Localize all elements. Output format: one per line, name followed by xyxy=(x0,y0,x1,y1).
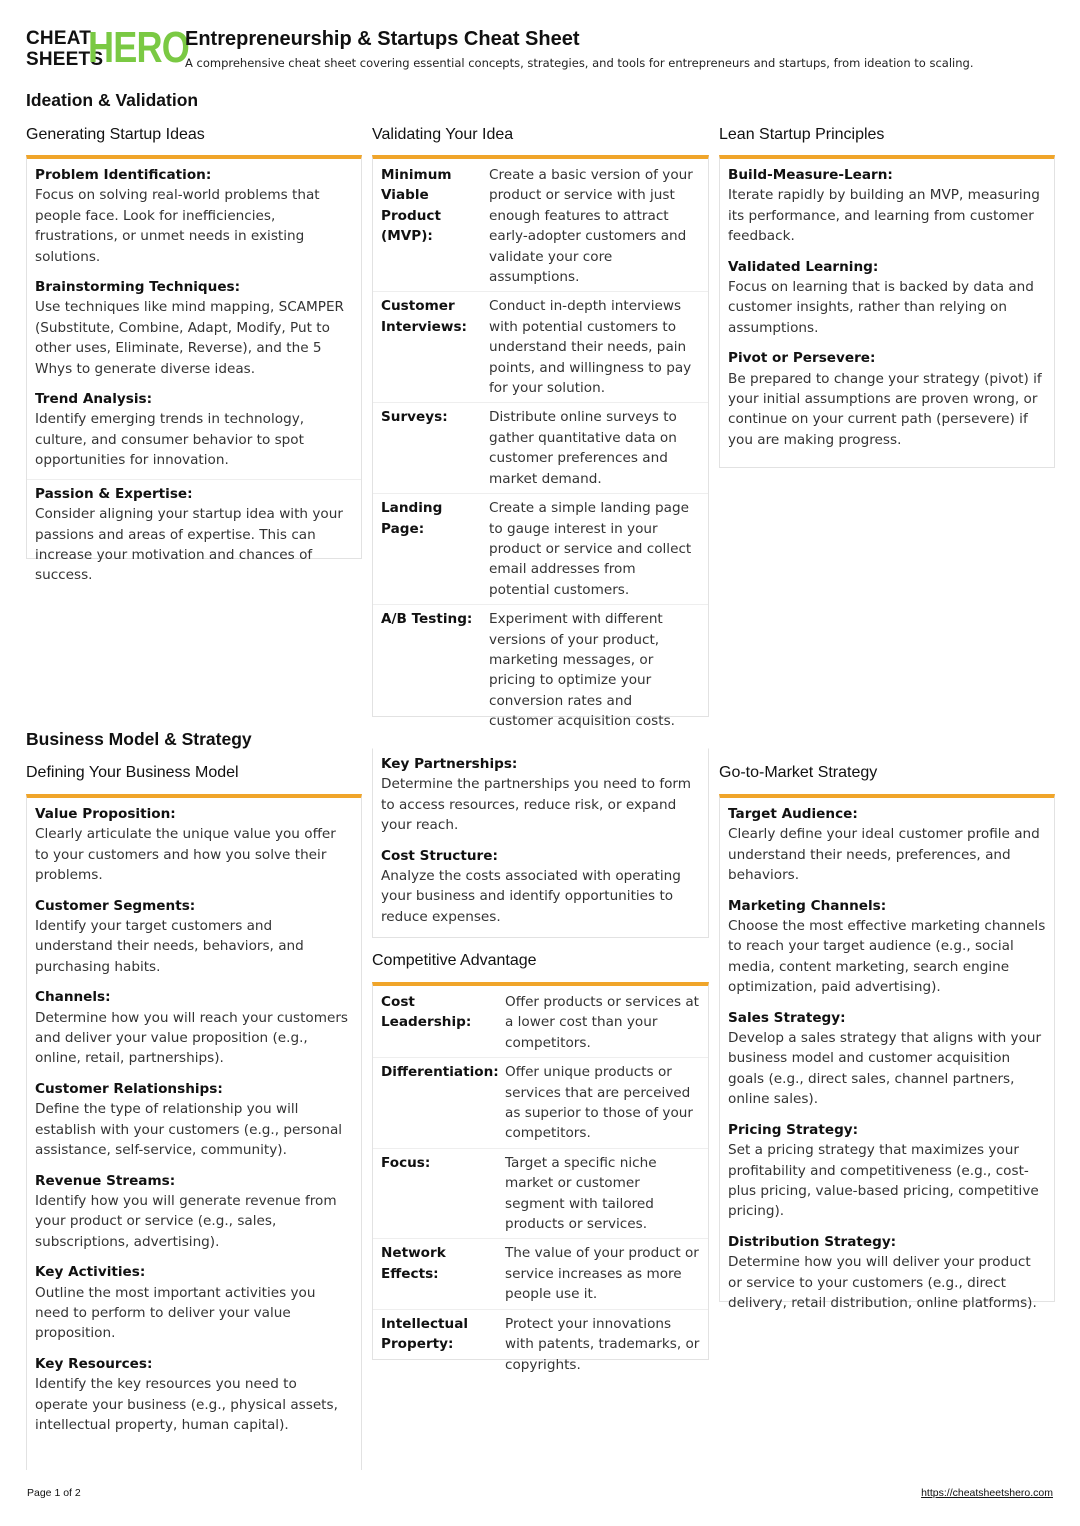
section-title-ideation: Ideation & Validation xyxy=(26,90,199,110)
list-item xyxy=(373,749,708,935)
item-text: Clearly define your ideal customer profile and understand their needs, preferences, and behaviors. xyxy=(728,826,1040,884)
item-text: Use techniques like mind mapping, SCAMPER (Substitute, Combine, Adapt, Modify, Put to other uses, Eliminate, Reverse), and the 5 Whys to generate diverse ideas. xyxy=(35,299,344,377)
row-key: A/B Testing: xyxy=(381,611,473,628)
row-key: Customer Interviews: xyxy=(381,298,467,335)
page-subtitle: A comprehensive cheat sheet covering essential concepts, strategies, and tools for entrepreneurs and startups, from ideation to scaling. xyxy=(185,56,974,70)
logo-line-2: SHEETS xyxy=(26,49,104,70)
card-generating-ideas xyxy=(26,155,362,584)
item-text: Develop a sales strategy that aligns with your business model and customer acquisition goals (e.g., direct sales, channel partners, online sales). xyxy=(728,1030,1042,1108)
item-text: Determine how you will deliver your product or service to your customers (e.g., direct delivery, retail distribution, online platforms). xyxy=(728,1254,1037,1311)
item-label: Key Activities: xyxy=(35,1264,146,1281)
item-text: Identify your target customers and understand their needs, behaviors, and purchasing habits. xyxy=(35,918,304,975)
item-text: Identify the key resources you need to operate your business (e.g., physical assets, intellectual property, human capital). xyxy=(35,1376,338,1433)
item-label: Revenue Streams: xyxy=(35,1172,176,1189)
item-label: Key Resources: xyxy=(35,1355,153,1372)
card-title-gtm: Go-to-Market Strategy xyxy=(719,764,878,781)
item-text: Identify how you will generate revenue from your product or service (e.g., sales, subscriptions, advertising). xyxy=(35,1192,337,1250)
item-text: Set a pricing strategy that maximizes your profitability and competitiveness (e.g., cost-plus pricing, value-based pricing, competitive pricing). xyxy=(728,1142,1039,1220)
list-item xyxy=(720,159,1054,458)
card-business-model-continued xyxy=(372,748,709,938)
row-key: Landing Page: xyxy=(381,500,443,537)
item-text: Outline the most important activities you need to perform to deliver your value proposition. xyxy=(35,1284,316,1342)
card-title-lean: Lean Startup Principles xyxy=(719,126,885,143)
item-text: Determine the partnerships you need to form to access resources, reduce risk, or expand your reach. xyxy=(381,776,692,834)
footer-link[interactable]: https://cheatsheetshero.com xyxy=(921,1487,1053,1499)
item-text: Focus on solving real-world problems that people face. Look for inefficiencies, frustrations, or unmet needs in existing solutions. xyxy=(35,187,320,265)
logo-line-1: CHEAT xyxy=(26,28,92,49)
item-label: Build-Measure-Learn: xyxy=(728,167,893,183)
table-row xyxy=(373,159,708,291)
item-label: Marketing Channels: xyxy=(728,897,887,914)
item-label: Problem Identification: xyxy=(35,167,212,183)
table-row xyxy=(373,402,708,493)
card-business-model xyxy=(26,794,362,1470)
item-label: Channels: xyxy=(35,989,111,1006)
card-title-competitive: Competitive Advantage xyxy=(372,952,537,969)
list-item xyxy=(27,159,361,479)
table-row xyxy=(373,493,708,604)
item-label: Target Audience: xyxy=(728,806,858,822)
page-number: Page 1 of 2 xyxy=(27,1487,81,1499)
table-row xyxy=(373,291,708,402)
page-title: Entrepreneurship & Startups Cheat Sheet xyxy=(185,28,580,50)
item-label: Value Proposition: xyxy=(35,806,176,822)
row-key: Surveys: xyxy=(381,409,448,426)
item-label: Distribution Strategy: xyxy=(728,1233,897,1250)
item-text: Determine how you will reach your customers and deliver your value proposition (e.g., online, retail, partnerships). xyxy=(35,1009,349,1067)
row-value: Offer unique products or services that are perceived as superior to those of your competitors. xyxy=(505,1064,694,1142)
cheatsheetshero-logo[interactable] xyxy=(26,23,189,72)
list-item xyxy=(27,798,361,1443)
row-key: Network Effects: xyxy=(381,1245,446,1282)
card-title-validating: Validating Your Idea xyxy=(372,126,514,143)
item-label: Passion & Expertise: xyxy=(35,485,193,502)
table-row xyxy=(373,1309,708,1379)
item-text: Be prepared to change your strategy (pivot) if your initial assumptions are proven wrong, or continue on your current path (persevere) if you are making progress. xyxy=(728,370,1042,448)
page-header xyxy=(26,23,1056,74)
row-value: Experiment with different versions of your product, marketing messages, or pricing to optimize your conversion rates and customer acquisition costs. xyxy=(489,611,675,730)
logo-hero: HERO xyxy=(88,23,189,72)
item-label: Key Partnerships: xyxy=(381,756,518,772)
item-text: Analyze the costs associated with operating your business and identify opportunities to reduce expenses. xyxy=(381,868,681,925)
item-label: Trend Analysis: xyxy=(35,391,153,408)
row-value: Create a simple landing page to gauge interest in your product or service and collect email addresses from potential customers. xyxy=(489,500,692,598)
list-item xyxy=(27,479,361,594)
table-row xyxy=(373,1238,708,1308)
item-label: Validated Learning: xyxy=(728,258,879,275)
row-key: Cost Leadership: xyxy=(381,994,472,1031)
row-key: Intellectual Property: xyxy=(381,1315,469,1353)
row-value: Conduct in-depth interviews with potential customers to understand their needs, pain points, and willingness to pay for your solution. xyxy=(489,298,692,397)
row-value: Create a basic version of your product or service with just enough features to attract early-adopter customers and validate your core assumptions. xyxy=(489,167,693,286)
item-label: Pivot or Persevere: xyxy=(728,350,876,367)
list-item xyxy=(720,798,1054,1321)
row-key: Minimum Viable Product (MVP): xyxy=(381,167,452,245)
card-title-business-model: Defining Your Business Model xyxy=(26,764,239,781)
card-competitive-advantage xyxy=(372,982,709,1373)
row-key: Focus: xyxy=(381,1154,431,1171)
item-text: Consider aligning your startup idea with your passions and areas of expertise. This can increase your motivation and chances of success. xyxy=(35,506,343,584)
row-value: Protect your innovations with patents, trademarks, or copyrights. xyxy=(505,1315,700,1373)
row-key: Differentiation: xyxy=(381,1064,499,1081)
item-text: Define the type of relationship you will establish with your customers (e.g., personal assistance, self-service, community). xyxy=(35,1101,343,1159)
item-text: Clearly articulate the unique value you offer to your customers and how you solve their problems. xyxy=(35,826,336,884)
item-text: Iterate rapidly by building an MVP, measuring its performance, and learning from customer feedback. xyxy=(728,187,1040,245)
table-row xyxy=(373,604,708,735)
row-value: Distribute online surveys to gather quantitative data on customer preferences and market demand. xyxy=(489,409,677,487)
row-value: The value of your product or service increases as more people use it. xyxy=(505,1245,699,1303)
row-value: Offer products or services at a lower cost than your competitors. xyxy=(505,994,700,1051)
card-validating-idea xyxy=(372,155,709,730)
card-lean-startup xyxy=(719,155,1055,468)
item-label: Brainstorming Techniques: xyxy=(35,279,241,296)
card-title-generating: Generating Startup Ideas xyxy=(26,126,205,143)
item-label: Customer Relationships: xyxy=(35,1080,223,1097)
item-text: Choose the most effective marketing channels to reach your target audience (e.g., social media, content marketing, search engine optimization, paid advertising). xyxy=(728,918,1046,996)
row-value: Target a specific niche market or customer segment with tailored products or services. xyxy=(505,1154,657,1233)
item-label: Cost Structure: xyxy=(381,847,498,864)
item-text: Identify emerging trends in technology, culture, and consumer behavior to spot opportunities for innovation. xyxy=(35,411,305,469)
item-label: Sales Strategy: xyxy=(728,1009,846,1026)
item-label: Pricing Strategy: xyxy=(728,1121,859,1138)
item-text: Focus on learning that is backed by data and customer insights, rather than relying on assumptions. xyxy=(728,279,1034,336)
card-go-to-market xyxy=(719,794,1055,1311)
item-label: Customer Segments: xyxy=(35,897,196,914)
table-row xyxy=(373,1057,708,1148)
section-title-business: Business Model & Strategy xyxy=(26,729,252,749)
table-row xyxy=(373,986,708,1057)
table-row xyxy=(373,1148,708,1239)
